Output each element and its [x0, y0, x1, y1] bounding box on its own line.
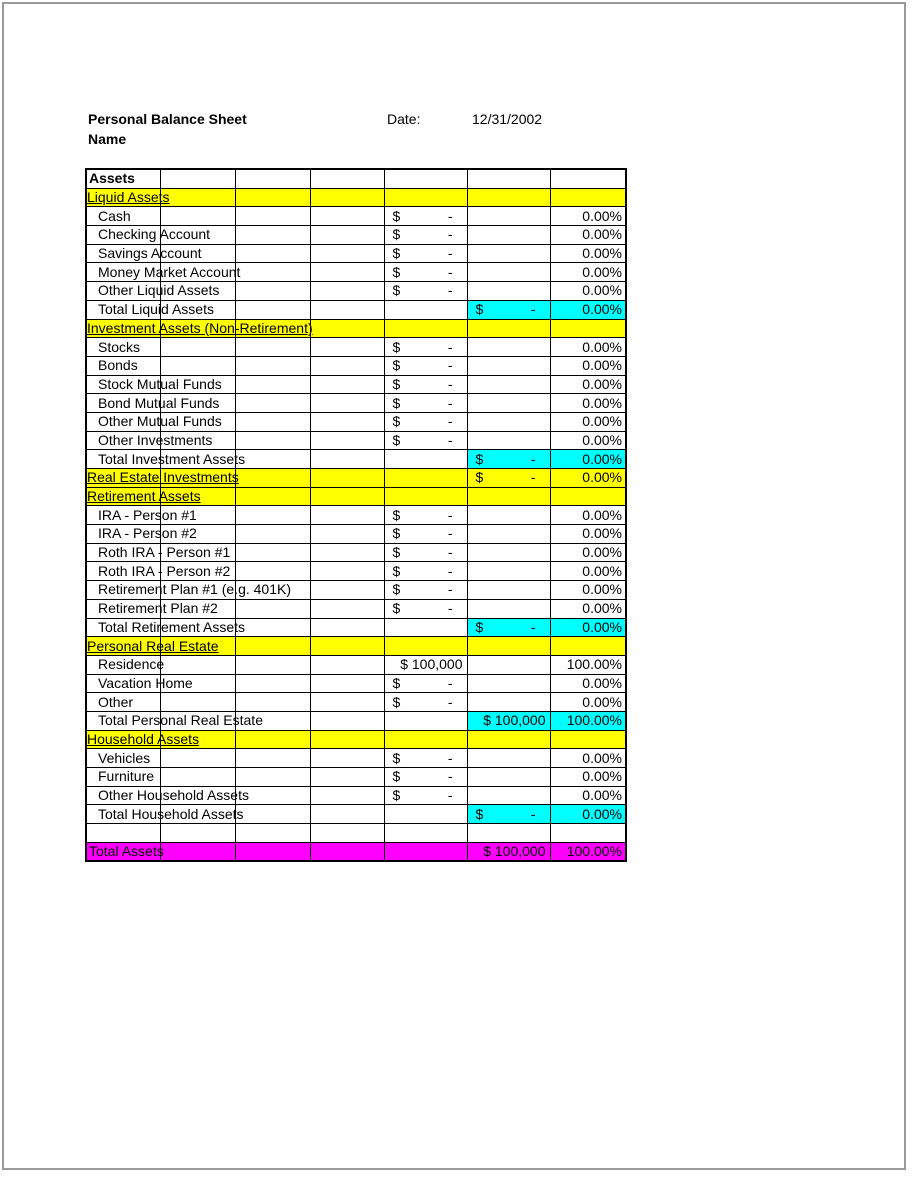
table-row[interactable]: IRA - Person #1 $ - 0.00% — [86, 506, 626, 525]
total-row[interactable]: Total Liquid Assets $ - 0.00% — [86, 300, 626, 319]
section-title: Retirement Assets — [87, 488, 201, 505]
section-title: Household Assets — [87, 730, 200, 747]
table-row[interactable]: Furniture $ - 0.00% — [86, 768, 626, 787]
assets-heading-row — [86, 169, 626, 188]
section-title: Investment Assets (Non-Retirement) — [87, 319, 313, 336]
grand-total-label: Total Assets — [89, 843, 164, 860]
date-value: 12/31/2002 — [472, 111, 543, 127]
sheet-title: Personal Balance Sheet — [88, 111, 247, 127]
table-row[interactable]: Roth IRA - Person #2 $ - 0.00% — [86, 562, 626, 581]
assets-heading: Assets — [89, 170, 135, 187]
table-row[interactable]: Money Market Account $ - 0.00% — [86, 263, 626, 282]
section-title: Real Estate Investments — [87, 469, 239, 486]
table-row[interactable]: Vehicles $ - 0.00% — [86, 749, 626, 768]
table-row[interactable]: Other $ - 0.00% — [86, 693, 626, 712]
table-row[interactable]: Vacation Home $ - 0.00% — [86, 674, 626, 693]
name-label: Name — [88, 131, 127, 147]
total-row[interactable]: Total Household Assets $ - 0.00% — [86, 805, 626, 824]
table-row[interactable]: Other Mutual Funds $ - 0.00% — [86, 412, 626, 431]
section-title: Liquid Assets — [87, 189, 170, 206]
total-row[interactable]: Total Retirement Assets $ - 0.00% — [86, 618, 626, 637]
section-row — [86, 730, 626, 749]
grand-total-pct: 100.00% — [550, 842, 626, 861]
table-row[interactable]: Retirement Plan #1 (e.g. 401K) $ - 0.00% — [86, 581, 626, 600]
total-row[interactable]: Total Personal Real Estate $ 100,000 100.00% — [86, 711, 626, 730]
total-row[interactable]: Total Investment Assets $ - 0.00% — [86, 450, 626, 469]
section-row — [86, 637, 626, 656]
table-row[interactable]: Roth IRA - Person #1 $ - 0.00% — [86, 543, 626, 562]
table-row[interactable]: IRA - Person #2 $ - 0.00% — [86, 525, 626, 544]
table-row[interactable]: Other Investments $ - 0.00% — [86, 431, 626, 450]
section-title: Personal Real Estate — [87, 637, 219, 654]
table-row[interactable]: Residence $ 100,000 100.00% — [86, 655, 626, 674]
table-row[interactable]: Bonds $ - 0.00% — [86, 356, 626, 375]
table-row[interactable]: Cash $ - 0.00% — [86, 207, 626, 226]
table-row[interactable]: Retirement Plan #2 $ - 0.00% — [86, 599, 626, 618]
table-row[interactable]: Bond Mutual Funds $ - 0.00% — [86, 394, 626, 413]
table-row[interactable]: Savings Account $ - 0.00% — [86, 244, 626, 263]
balance-sheet-table — [85, 168, 625, 863]
section-row — [86, 487, 626, 506]
table-row[interactable]: Stock Mutual Funds $ - 0.00% — [86, 375, 626, 394]
table-row[interactable]: Checking Account $ - 0.00% — [86, 226, 626, 245]
section-row — [86, 188, 626, 207]
table-row[interactable]: Stocks $ - 0.00% — [86, 338, 626, 357]
date-label: Date: — [387, 111, 421, 127]
table-row[interactable]: Other Household Assets $ - 0.00% — [86, 786, 626, 805]
grand-total-amount: $ 100,000 — [467, 842, 550, 861]
section-row — [86, 319, 626, 338]
table-row[interactable]: Other Liquid Assets $ - 0.00% — [86, 282, 626, 301]
blank-row — [86, 824, 626, 843]
grand-total-row[interactable] — [86, 842, 626, 861]
section-row: Real Estate Investments $ - 0.00% — [86, 469, 626, 488]
